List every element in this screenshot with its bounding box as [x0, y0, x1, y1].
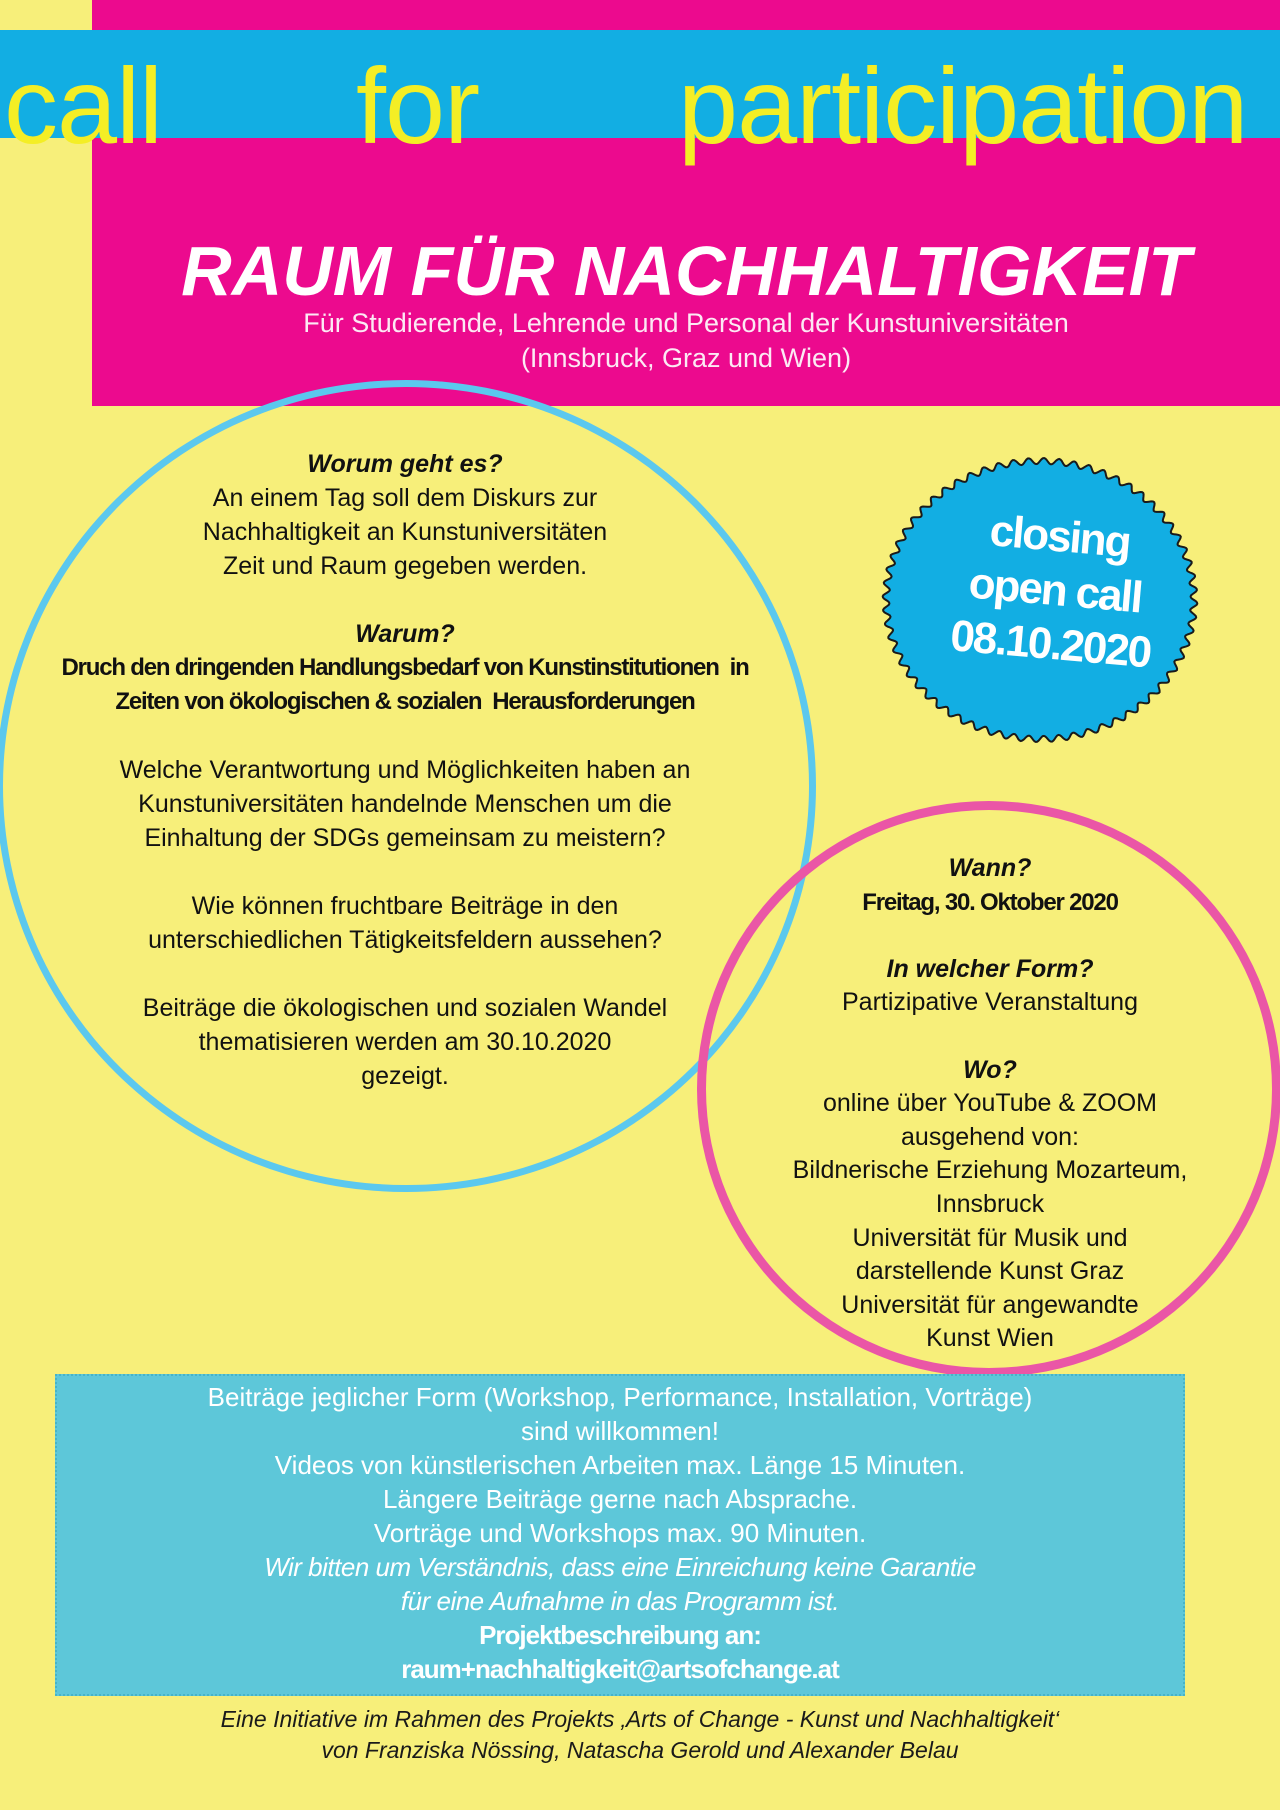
badge-text [899, 497, 1212, 685]
question-why: Warum? [355, 620, 455, 648]
answer-where-line: Innsbruck [935, 1189, 1045, 1218]
for-word: for [356, 45, 480, 166]
disclaimer-line: Wir bitten um Verständnis, dass eine Einreichung keine Garantie [264, 1552, 976, 1582]
paragraph-contributions-line: Wie können fruchtbare Beiträge in den [191, 892, 619, 920]
info-line: Längere Beiträge gerne nach Absprache. [382, 1484, 858, 1514]
answer-where-line: darstellende Kunst Graz [855, 1257, 1125, 1286]
answer-format: Partizipative Veranstaltung [841, 988, 1138, 1017]
contact-label: Projektbeschreibung an: [479, 1620, 761, 1650]
contact-email-link[interactable]: raum+nachhaltigkeit@artsofchange.at [401, 1654, 839, 1684]
paragraph-shown-line: gezeigt. [361, 1062, 449, 1090]
answer-why-line: Zeiten von ökologischen & sozialen Herausforderungen [115, 688, 695, 715]
paragraph-contributions-line: unterschiedlichen Tätigkeitsfeldern aussehen? [148, 926, 662, 954]
answer-where-line: Bildnerische Erziehung Mozarteum, [792, 1156, 1188, 1185]
call-word: call [4, 45, 163, 166]
participation-word: participation [678, 45, 1248, 166]
answer-why-line: Druch den dringenden Handlungsbedarf von Kunstinstitutionen in [61, 654, 749, 681]
answer-what-line: Nachhaltigkeit an Kunstuniversitäten [202, 518, 608, 546]
answer-where-line: Kunst Wien [926, 1324, 1054, 1353]
question-what: Worum geht es? [307, 450, 503, 478]
about-section [20, 447, 790, 1093]
footer-line-2: von Franziska Nössing, Natascha Gerold und Alexander Belau [321, 1737, 959, 1763]
paragraph-responsibility-line: Einhaltung der SDGs gemeinsam zu meistern? [144, 824, 666, 852]
info-line: Vorträge und Workshops max. 90 Minuten. [373, 1518, 867, 1548]
paragraph-responsibility-line: Welche Verantwortung und Möglichkeiten haben an [119, 756, 691, 784]
subtitle-line-2: (Innsbruck, Graz und Wien) [520, 343, 852, 373]
event-details [720, 852, 1260, 1356]
answer-what-line: An einem Tag soll dem Diskurs zur [212, 484, 598, 512]
info-line: Videos von künstlerischen Arbeiten max. Länge 15 Minuten. [274, 1450, 966, 1480]
footer-credits [40, 1704, 1240, 1766]
question-when: Wann? [948, 854, 1032, 882]
paragraph-shown-line: thematisieren werden am 30.10.2020 [198, 1028, 612, 1056]
subtitle-line-1: Für Studierende, Lehrende und Personal der Kunstuniversitäten [303, 308, 1069, 338]
info-line: Beiträge jeglicher Form (Workshop, Performance, Installation, Vorträge) [207, 1382, 1033, 1412]
answer-where-line: Universität für Musik und [852, 1223, 1128, 1252]
answer-where-line: Universität für angewandte [841, 1290, 1139, 1319]
info-line: sind willkommen! [521, 1416, 719, 1446]
call-for-participation-band [0, 30, 1280, 166]
badge-line: closing [987, 506, 1132, 568]
paragraph-responsibility-line: Kunstuniversitäten handelnde Menschen um die [138, 790, 672, 818]
disclaimer-line: für eine Aufnahme in das Programm ist. [400, 1586, 840, 1616]
page-title: RAUM FÜR NACHHALTIGKEIT [181, 232, 1191, 310]
paragraph-shown-line: Beiträge die ökologischen und sozialen Wandel [142, 994, 668, 1022]
answer-where-line: online über YouTube & ZOOM [823, 1089, 1157, 1118]
answer-when: Freitag, 30. Oktober 2020 [862, 888, 1118, 916]
answer-what-line: Zeit und Raum gegeben werden. [222, 552, 588, 580]
badge-date: 08.10.2020 [948, 611, 1153, 678]
badge-line: open call [966, 558, 1144, 623]
question-format: In welcher Form? [886, 954, 1094, 983]
footer-line-1: Eine Initiative im Rahmen des Projekts ‚Arts of Change - Kunst und Nachhaltigkeit‘ [220, 1706, 1060, 1732]
submission-info-text [55, 1380, 1185, 1686]
answer-where-line: ausgehend von: [901, 1122, 1079, 1151]
question-where: Wo? [963, 1055, 1017, 1084]
